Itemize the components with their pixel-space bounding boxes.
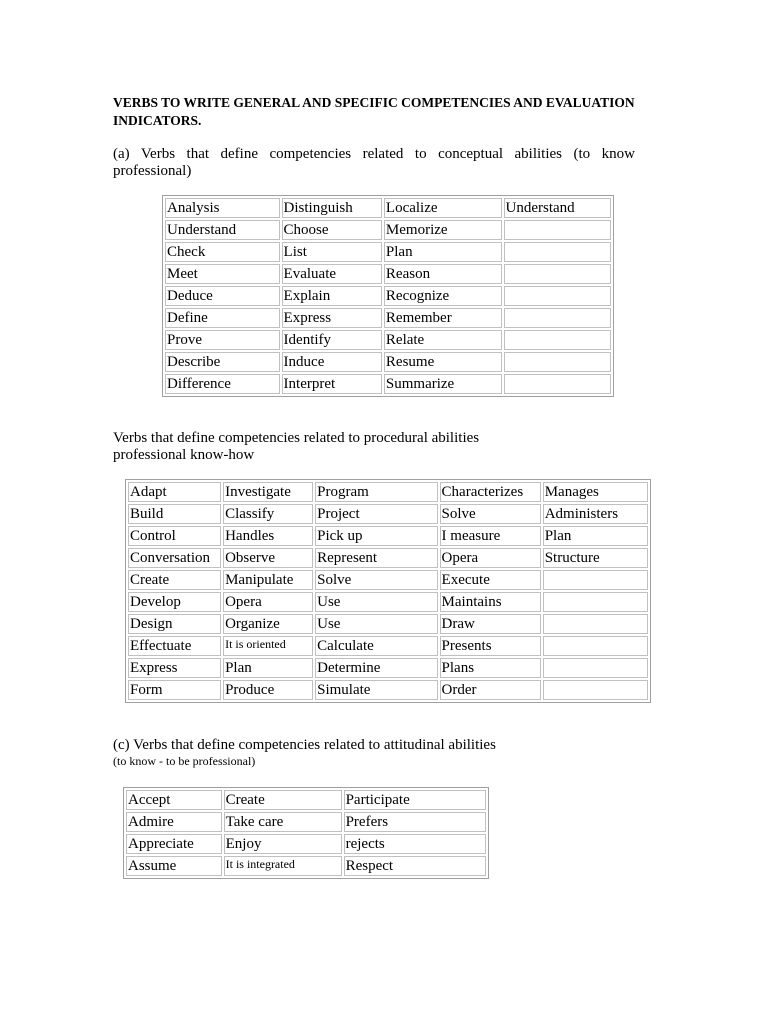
table-cell: Solve <box>440 504 541 524</box>
table-cell: Describe <box>165 352 280 372</box>
table-cell <box>504 286 612 306</box>
table-cell: Pick up <box>315 526 437 546</box>
table-cell <box>504 330 612 350</box>
table-cell: Form <box>128 680 221 700</box>
table-cell <box>543 570 648 590</box>
table-cell: Represent <box>315 548 437 568</box>
table-cell: Assume <box>126 856 222 876</box>
table-cell: Solve <box>315 570 437 590</box>
table-cell: Create <box>224 790 342 810</box>
table-cell: Recognize <box>384 286 502 306</box>
table-cell: Deduce <box>165 286 280 306</box>
table-cell: Analysis <box>165 198 280 218</box>
table-row <box>128 570 648 590</box>
table-cell <box>543 680 648 700</box>
table-cell: Understand <box>165 220 280 240</box>
table-cell: Participate <box>344 790 486 810</box>
table-cell <box>504 264 612 284</box>
table-cell: Draw <box>440 614 541 634</box>
table-cell: Enjoy <box>224 834 342 854</box>
table-cell: Distinguish <box>282 198 382 218</box>
table-cell: Memorize <box>384 220 502 240</box>
table-cell: Characterizes <box>440 482 541 502</box>
table-cell: Design <box>128 614 221 634</box>
table-row <box>128 548 648 568</box>
table-cell: Investigate <box>223 482 313 502</box>
section-b-heading <box>113 430 635 464</box>
section-c-heading-line2: (to know - to be professional) <box>113 754 256 768</box>
table-cell: Respect <box>344 856 486 876</box>
table-cell: Effectuate <box>128 636 221 656</box>
table-cell: Plan <box>223 658 313 678</box>
table-cell: Check <box>165 242 280 262</box>
table-cell <box>504 220 612 240</box>
table-row <box>165 308 611 328</box>
table-cell <box>543 636 648 656</box>
table-row <box>126 812 486 832</box>
table-cell: I measure <box>440 526 541 546</box>
table-cell: Order <box>440 680 541 700</box>
table-cell <box>504 352 612 372</box>
table-cell: Opera <box>440 548 541 568</box>
table-cell: Take care <box>224 812 342 832</box>
table-cell: Project <box>315 504 437 524</box>
table-row <box>128 658 648 678</box>
table-cell: Identify <box>282 330 382 350</box>
table-cell: Conversation <box>128 548 221 568</box>
table-cell: Calculate <box>315 636 437 656</box>
table-cell: Opera <box>223 592 313 612</box>
table-cell: Summarize <box>384 374 502 394</box>
table-row <box>128 636 648 656</box>
table-cell: Control <box>128 526 221 546</box>
document-title: VERBS TO WRITE GENERAL AND SPECIFIC COMPETENCIES AND EVALUATION INDICATORS. <box>113 95 635 128</box>
table-cell: Admire <box>126 812 222 832</box>
table-cell <box>543 592 648 612</box>
table-cell <box>543 614 648 634</box>
table-cell: Induce <box>282 352 382 372</box>
table-row <box>165 286 611 306</box>
table-row <box>128 526 648 546</box>
table-cell: Handles <box>223 526 313 546</box>
table-cell: Determine <box>315 658 437 678</box>
table-cell: It is integrated <box>224 856 342 876</box>
table-cell: Express <box>128 658 221 678</box>
table-cell: Prefers <box>344 812 486 832</box>
attitudinal-verbs-table <box>123 787 489 879</box>
table-cell: Structure <box>543 548 648 568</box>
table-cell: Prove <box>165 330 280 350</box>
table-cell <box>543 658 648 678</box>
table-row <box>165 330 611 350</box>
table-cell <box>504 308 612 328</box>
table-cell: Use <box>315 614 437 634</box>
table-row <box>165 264 611 284</box>
table-cell: Build <box>128 504 221 524</box>
table-row <box>126 790 486 810</box>
section-c-heading <box>113 737 635 768</box>
table-cell: Presents <box>440 636 541 656</box>
table-cell: Adapt <box>128 482 221 502</box>
table-row <box>165 352 611 372</box>
table-cell: Meet <box>165 264 280 284</box>
table-cell: Execute <box>440 570 541 590</box>
table-cell: Classify <box>223 504 313 524</box>
table-cell: Observe <box>223 548 313 568</box>
section-b-heading-line2: professional know-how <box>113 447 255 463</box>
table-cell: Plan <box>543 526 648 546</box>
table-cell: Remember <box>384 308 502 328</box>
conceptual-verbs-table <box>162 195 614 397</box>
table-cell: List <box>282 242 382 262</box>
table-cell: Resume <box>384 352 502 372</box>
section-a-heading: (a) Verbs that define competencies related to conceptual abilities (to know professional) <box>113 146 635 179</box>
table-cell: Use <box>315 592 437 612</box>
table-row <box>128 482 648 502</box>
table-row <box>165 242 611 262</box>
table-row <box>126 856 486 876</box>
table-cell: Organize <box>223 614 313 634</box>
table-cell: Accept <box>126 790 222 810</box>
table-cell: Produce <box>223 680 313 700</box>
table-cell: Relate <box>384 330 502 350</box>
table-cell: Localize <box>384 198 502 218</box>
table-cell: rejects <box>344 834 486 854</box>
table-cell: Appreciate <box>126 834 222 854</box>
table-cell: Program <box>315 482 437 502</box>
table-cell: Maintains <box>440 592 541 612</box>
table-row <box>128 614 648 634</box>
table-cell: Reason <box>384 264 502 284</box>
table-cell <box>504 374 612 394</box>
table-row <box>126 834 486 854</box>
table-cell: Interpret <box>282 374 382 394</box>
table-cell: Choose <box>282 220 382 240</box>
table-row <box>165 374 611 394</box>
table-cell: Express <box>282 308 382 328</box>
table-cell: Difference <box>165 374 280 394</box>
table-cell: Plan <box>384 242 502 262</box>
procedural-verbs-table <box>125 479 651 703</box>
table-cell: Simulate <box>315 680 437 700</box>
table-cell: Manages <box>543 482 648 502</box>
table-cell: Explain <box>282 286 382 306</box>
table-row <box>128 504 648 524</box>
table-cell <box>504 242 612 262</box>
table-cell: Manipulate <box>223 570 313 590</box>
table-row <box>165 220 611 240</box>
section-c-heading-line1: (c) Verbs that define competencies related to attitudinal abilities <box>113 737 496 753</box>
table-cell: Administers <box>543 504 648 524</box>
table-cell: Define <box>165 308 280 328</box>
table-row <box>128 592 648 612</box>
table-cell: Create <box>128 570 221 590</box>
table-cell: Plans <box>440 658 541 678</box>
section-b-heading-line1: Verbs that define competencies related to procedural abilities <box>113 430 480 446</box>
table-cell: It is oriented <box>223 636 313 656</box>
table-row <box>165 198 611 218</box>
table-cell: Develop <box>128 592 221 612</box>
table-cell: Evaluate <box>282 264 382 284</box>
table-cell: Understand <box>504 198 612 218</box>
table-row <box>128 680 648 700</box>
